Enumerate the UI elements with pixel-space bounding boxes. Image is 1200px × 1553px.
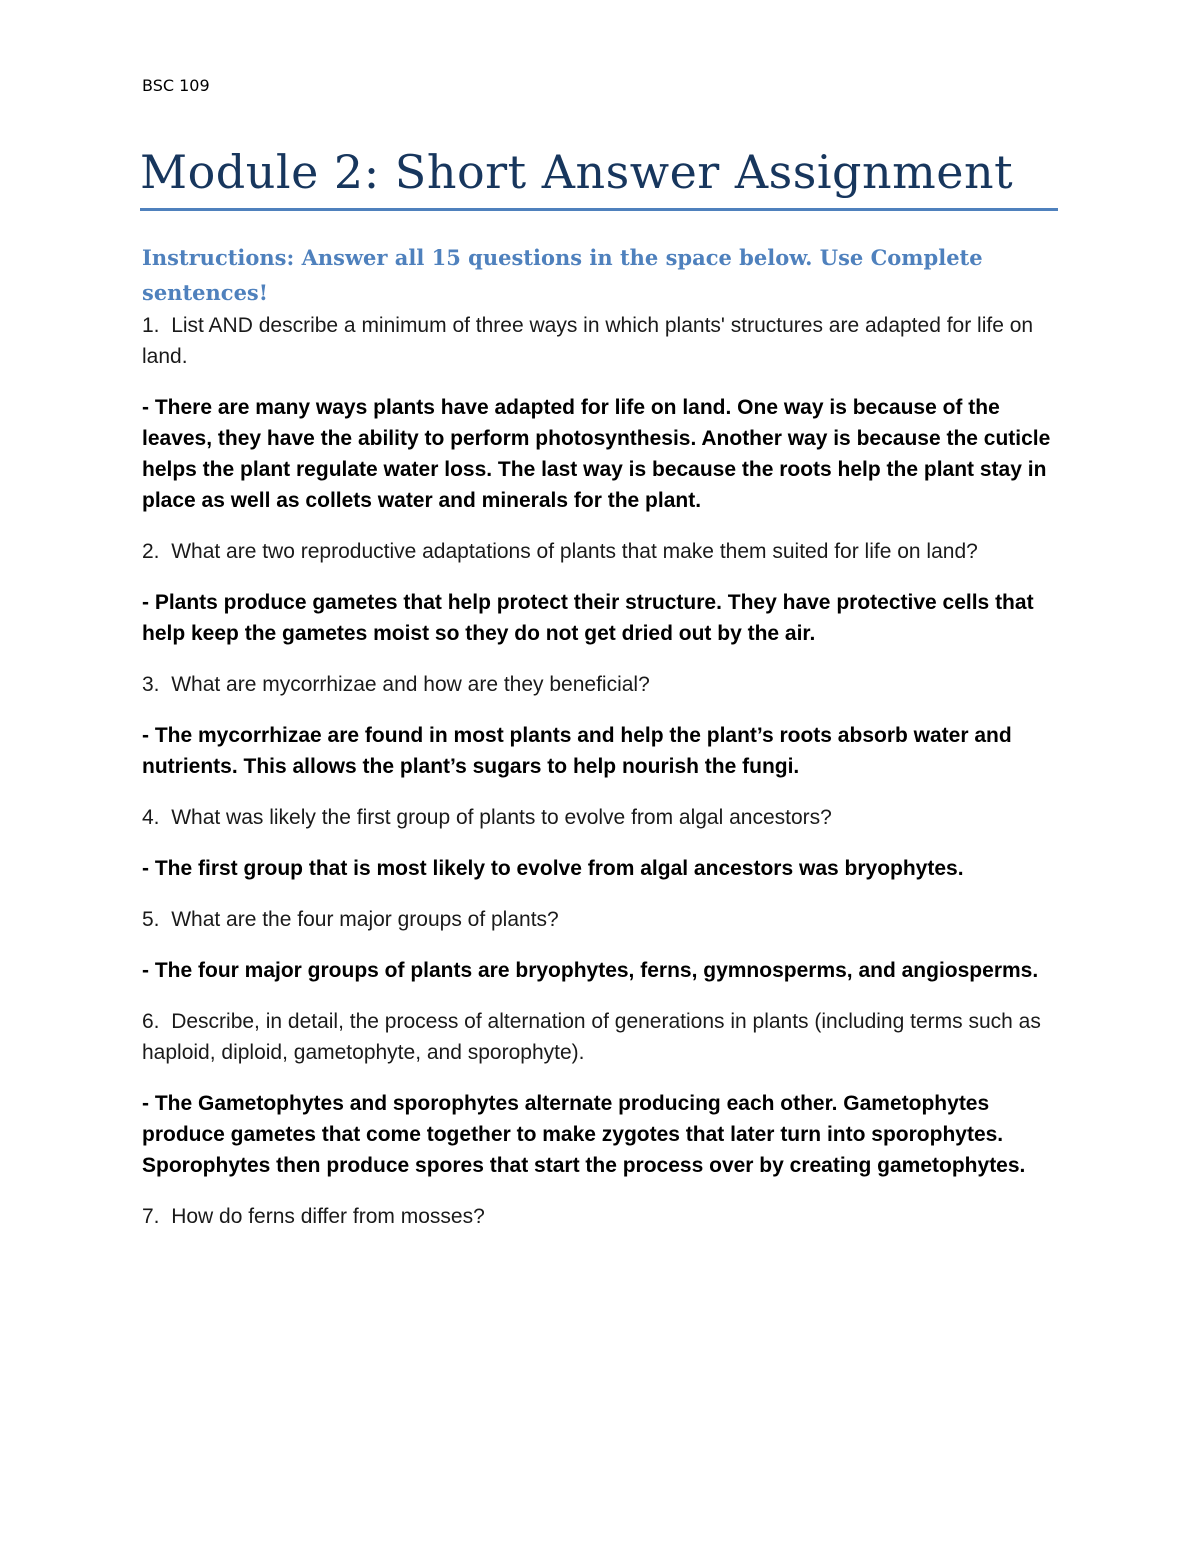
answer-4: - The first group that is most likely to evolve from algal ancestors was bryophytes.: [142, 857, 964, 880]
question-number: 1.: [142, 314, 160, 337]
answer-2: - Plants produce gametes that help protect their structure. They have protective cells that help keep the gametes moist so they do not get dried out by the air.: [142, 591, 1034, 645]
question-number: 3.: [142, 673, 160, 696]
question-text: What are two reproductive adaptations of plants that make them suited for life on land?: [171, 540, 978, 563]
answer-3: - The mycorrhizae are found in most plants and help the plant’s roots absorb water and nutrients. This allows the plant’s sugars to help nourish the fungi.: [142, 724, 1012, 778]
question-block-1: [142, 310, 1058, 516]
question-1: [142, 310, 1058, 372]
title-underline: [140, 208, 1058, 211]
question-block-4: [142, 802, 1058, 884]
question-block-3: [142, 669, 1058, 782]
question-2: [142, 536, 1058, 567]
question-number: 2.: [142, 540, 160, 563]
answer-6: - The Gametophytes and sporophytes alternate producing each other. Gametophytes produce gametes that come together to make zygotes that later turn into sporophytes. Sporophytes then produce spores that start the process over by creating gametophytes.: [142, 1092, 1026, 1177]
answer-1: - There are many ways plants have adapted for life on land. One way is because of the leaves, they have the ability to perform photosynthesis. Another way is because the cuticle helps the plant regulate water loss. The last way is because the roots help the plant stay in place as well as collets water and minerals for the plant.: [142, 396, 1051, 512]
question-text: Describe, in detail, the process of alternation of generations in plants (including terms such as haploid, diploid, gametophyte, and sporophyte).: [142, 1010, 1041, 1064]
question-5: [142, 904, 1058, 935]
question-block-6: [142, 1006, 1058, 1181]
instructions: Instructions: Answer all 15 questions in the space below. Use Complete sentences!: [142, 245, 983, 305]
question-block-2: [142, 536, 1058, 649]
document-body: [142, 240, 1058, 1232]
question-4: [142, 802, 1058, 833]
question-number: 5.: [142, 908, 160, 931]
course-header: BSC 109: [142, 76, 210, 95]
question-block-7: [142, 1201, 1058, 1232]
question-text: List AND describe a minimum of three ways in which plants' structures are adapted for life on land.: [142, 314, 1034, 368]
question-text: What was likely the first group of plants to evolve from algal ancestors?: [171, 806, 832, 829]
question-number: 6.: [142, 1010, 160, 1033]
question-text: What are the four major groups of plants?: [171, 908, 559, 931]
question-block-5: [142, 904, 1058, 986]
question-7: [142, 1201, 1058, 1232]
answer-5: - The four major groups of plants are bryophytes, ferns, gymnosperms, and angiosperms.: [142, 959, 1039, 982]
question-number: 4.: [142, 806, 160, 829]
question-number: 7.: [142, 1205, 160, 1228]
question-text: What are mycorrhizae and how are they beneficial?: [171, 673, 650, 696]
question-text: How do ferns differ from mosses?: [171, 1205, 485, 1228]
question-3: [142, 669, 1058, 700]
question-6: [142, 1006, 1058, 1068]
page-title: Module 2: Short Answer Assignment: [140, 145, 1014, 199]
